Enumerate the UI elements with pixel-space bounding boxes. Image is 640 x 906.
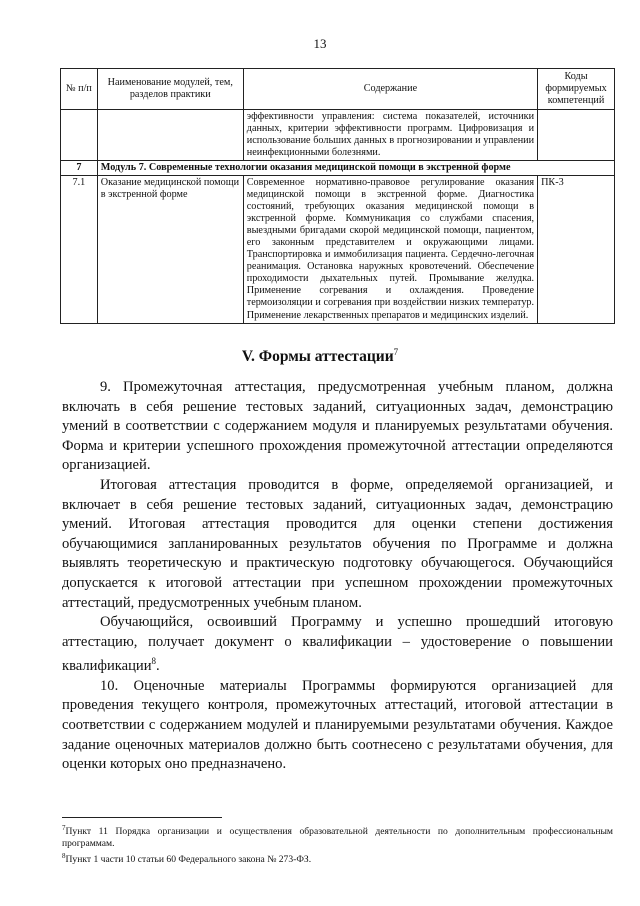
section-title	[0, 347, 640, 366]
footnote-divider	[62, 817, 222, 818]
cell-codes	[538, 110, 615, 161]
module-row	[61, 161, 615, 176]
footnote-mark: 8	[62, 852, 66, 861]
header-name: Наименование модулей, тем, разделов практики	[97, 69, 243, 110]
header-content: Содержание	[243, 69, 537, 110]
header-num: № п/п	[61, 69, 98, 110]
footnote-mark: 7	[62, 824, 66, 832]
footnote-text: Пункт 1 части 10 статьи 60 Федерального закона № 273-ФЗ.	[65, 854, 312, 866]
paragraph	[62, 613, 613, 677]
table-row	[61, 176, 615, 323]
cell-content: эффективности управления: система показателей, источники данных, критерии эффективности программ. Цифровизация и использование больших данных в прогнозировании и управлении неинфекционными болезнями.	[243, 110, 537, 161]
footnote-ref: 7	[393, 347, 399, 357]
section-title-text: V. Формы аттестации	[241, 348, 394, 366]
topic-codes: ПК-3	[538, 176, 615, 323]
paragraph: Итоговая аттестация проводится в форме, определяемой организацией, и включает в себя решение тестовых заданий, ситуационных задач, демонстрацию умений. Итоговая аттестация проводится для оценки степени достижения обучающимися запланированных результатов обучения по Программе и должна выявлять теоретическую и практическую подготовку обучающегося. Обучающийся допускается к итоговой аттестации при успешном прохождении промежуточных аттестаций, предусмотренных учебным планом.	[62, 476, 613, 611]
footnote-8	[62, 850, 613, 866]
body-text	[62, 378, 613, 775]
topic-content: Современное нормативно-правовое регулирование оказания медицинской помощи в экстренной форме. Диагностика состояний, требующих оказания медицинской помощи в экстренной форме. Коммуникация со службами спасения, выездными бригадами скорой медицинской помощи, пациентом, его законным представителем и окружающими лицами. Транспортировка и иммобилизация пациента. Сердечно-легочная реанимация. Остановка наружных кровотечений. Обеспечение проходимости дыхательных путей. Промывание желудка. Применение согревания и охлаждения. Проведение термоизоляции и согревания при воздействии низких температур. Применение лекарственных препаратов и медицинских изделий.	[243, 176, 537, 323]
footnote-7	[62, 822, 613, 850]
paragraph-text: Обучающийся, освоивший Программу и успешно прошедший итоговую аттестацию, получает документ о квалификации – удостоверение о повышении квалификации	[62, 614, 613, 675]
header-codes: Коды формируемых компетенций	[538, 69, 615, 110]
paragraph-end: .	[156, 658, 160, 675]
cell-name	[97, 110, 243, 161]
footnote-text: Пункт 11 Порядка организации и осуществления образовательной деятельности по дополнительным профессиональным программам.	[62, 826, 613, 850]
module-title: Модуль 7. Современные технологии оказания медицинской помощи в экстренной форме	[97, 161, 614, 176]
topic-num: 7.1	[61, 176, 98, 323]
page-number: 13	[313, 36, 327, 51]
table-row	[61, 110, 615, 161]
paragraph: 9. Промежуточная аттестация, предусмотренная учебным планом, должна включать в себя решение тестовых заданий, ситуационных задач, демонстрацию умений в соответствии с содержанием модуля и планируемых результатами обучения. Форма и критерии успешного прохождения промежуточной аттестации определяются организацией.	[62, 379, 613, 474]
footnote-ref: 8	[151, 656, 157, 667]
cell-num	[61, 110, 98, 161]
module-num: 7	[61, 161, 98, 176]
topic-name: Оказание медицинской помощи в экстренной форме	[97, 176, 243, 323]
footnotes	[62, 822, 613, 866]
modules-table	[60, 68, 615, 324]
paragraph: 10. Оценочные материалы Программы формируются организацией для проведения текущего контроля, промежуточных аттестаций, итоговой аттестации в соответствии с содержанием модулей и планируемыми результатами обучения. Каждое задание оценочных материалов должно быть соотнесено с результатами обучения, для оценки которых оно предназначено.	[62, 677, 613, 773]
table-header-row	[61, 69, 615, 110]
